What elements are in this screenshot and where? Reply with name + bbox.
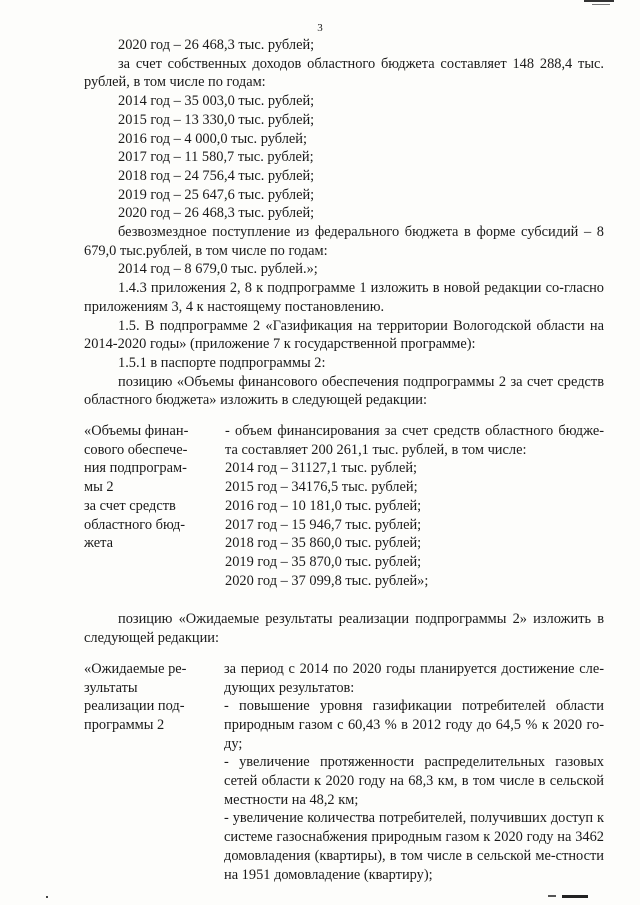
scan-mark-dot xyxy=(46,896,48,898)
regional-year-line: 2017 год – 11 580,7 тыс. рублей; xyxy=(118,149,314,166)
results-item: - увеличение количества потребителей, получивших доступ к системе газоснабжения природным газом к 2020 году на 3462 домовладения (квартиры), в том числе в сельской ме-стности на 1951 домовладение (квартиру); xyxy=(224,810,604,883)
results-table-content xyxy=(202,660,604,884)
page-number: 3 xyxy=(317,22,323,34)
funding-label-line: «Объемы финан- xyxy=(84,423,189,440)
funding-year-line: 2020 год – 37 099,8 тыс. рублей»; xyxy=(225,572,429,589)
funding-table-content xyxy=(201,422,604,590)
results-label-line: реализации под- xyxy=(84,698,185,715)
results-item: - повышение уровня газификации потребителей области природным газом с 60,43 % в 2012 году до 64,5 % к 2020 го-ду; xyxy=(224,698,604,752)
funding-year-line: 2016 год – 10 181,0 тыс. рублей; xyxy=(225,497,422,514)
funding-label-line: сового обеспече- xyxy=(84,441,188,458)
results-table-label xyxy=(84,660,202,735)
scan-mark-top xyxy=(584,0,614,2)
federal-budget-paragraph: безвозмездное поступление из федерального бюджета в форме субсидий – 8 679,0 тыс.рублей, в том числе по годам: xyxy=(84,224,604,259)
funding-label-line: за счет средств xyxy=(84,497,176,514)
results-label-line: зультаты xyxy=(84,679,138,696)
paragraph-1-5-1: 1.5.1 в паспорте подпрограммы 2: xyxy=(118,354,326,371)
funding-year-line: 2015 год – 34176,5 тыс. рублей; xyxy=(225,479,418,496)
funding-year-line: 2018 год – 35 860,0 тыс. рублей; xyxy=(225,535,422,552)
scan-mark-top-small xyxy=(592,4,610,5)
paragraph-1-5: 1.5. В подпрограмме 2 «Газификация на территории Вологодской области на 2014-2020 годы» (приложение 7 к государственной программе): xyxy=(84,317,604,353)
funding-label-line: мы 2 xyxy=(84,479,114,496)
funding-label-line: ния подпрограм- xyxy=(84,460,187,477)
regional-year-line: 2020 год – 26 468,3 тыс. рублей; xyxy=(118,205,315,222)
regional-year-line: 2015 год – 13 330,0 тыс. рублей; xyxy=(118,111,315,128)
funding-label-line: жета xyxy=(84,535,113,552)
funding-year-line: 2014 год – 31127,1 тыс. рублей; xyxy=(225,460,418,477)
funding-table xyxy=(84,422,604,590)
results-label-line: «Ожидаемые ре- xyxy=(84,660,187,677)
paragraph-1-4-3: 1.4.3 приложения 2, 8 к подпрограмме 1 изложить в новой редакции со-гласно приложениям 3, 4 к настоящему постановлению. xyxy=(84,280,604,315)
results-label-line: программы 2 xyxy=(84,716,165,733)
funding-table-label xyxy=(84,422,201,553)
intro-year-line: 2020 год – 26 468,3 тыс. рублей; xyxy=(118,37,315,53)
paragraph-position-results: позицию «Ожидаемые результаты реализации подпрограммы 2» изложить в следующей редакции: xyxy=(84,611,604,647)
funding-label-line: областного бюд- xyxy=(84,516,186,533)
funding-intro: - объем финансирования за счет средств областного бюдже-та составляет 200 261,1 тыс. рублей, в том числе: xyxy=(225,423,604,458)
regional-year-line: 2018 год – 24 756,4 тыс. рублей; xyxy=(118,167,315,184)
paragraph-position-funding: позицию «Объемы финансового обеспечения подпрограммы 2 за счет средств областного бюджета» изложить в следующей редакции: xyxy=(84,373,604,409)
results-item: - увеличение протяженности распределительных газовых сетей области к 2020 году на 68,3 км, в том числе в сельской местности на 48,2 км; xyxy=(224,754,604,808)
funding-year-line: 2017 год – 15 946,7 тыс. рублей; xyxy=(225,516,422,533)
scan-mark-bottom-small xyxy=(548,895,556,897)
regional-year-line: 2014 год – 35 003,0 тыс. рублей; xyxy=(118,93,315,110)
funding-year-line: 2019 год – 35 870,0 тыс. рублей; xyxy=(225,553,422,570)
scan-mark-bottom xyxy=(562,895,588,898)
regional-year-line: 2019 год – 25 647,6 тыс. рублей; xyxy=(118,186,315,203)
federal-year-line: 2014 год – 8 679,0 тыс. рублей.»; xyxy=(118,261,318,278)
regional-year-line: 2016 год – 4 000,0 тыс. рублей; xyxy=(118,130,307,147)
results-intro: за период с 2014 по 2020 годы планируется достижение сле-дующих результатов: xyxy=(224,660,604,696)
results-table xyxy=(84,660,604,884)
regional-budget-paragraph: за счет собственных доходов областного бюджета составляет 148 288,4 тыс. рублей, в том числе по годам: xyxy=(84,55,604,91)
document-body xyxy=(84,36,604,884)
